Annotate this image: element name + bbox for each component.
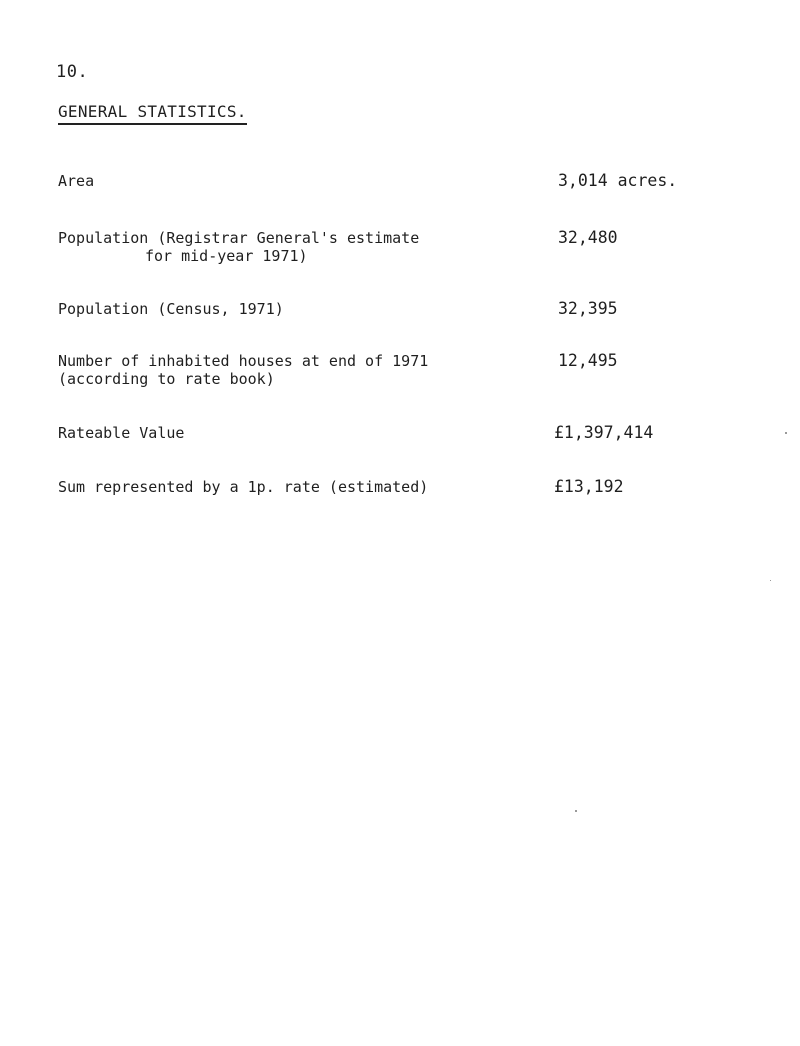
stat-label-line1: Sum represented by a 1p. rate (estimated) [58,478,429,496]
stat-label-line2: for mid-year 1971) [145,247,308,265]
stat-label-line2: (according to rate book) [58,370,275,388]
section-heading: GENERAL STATISTICS. [58,102,247,125]
stat-value: 12,495 [558,351,618,370]
stat-label-line1: Number of inhabited houses at end of 1971 [58,352,429,370]
stat-label [58,478,428,496]
stat-value: £13,192 [554,477,624,496]
stat-label-line1: Area [58,172,95,190]
stat-label [58,424,184,442]
stat-value: 32,395 [558,299,618,318]
scan-artifact [770,580,771,581]
stat-label [58,352,428,388]
page-number: 10. [56,62,89,82]
stat-label-line1: Population (Registrar General's estimate [58,229,420,247]
stat-value: 32,480 [558,228,618,247]
stat-value: 3,014 acres. [558,171,678,190]
stat-label [58,300,284,318]
scan-artifact [575,810,577,812]
stat-label [58,172,94,190]
stat-label [58,229,419,265]
scan-artifact [785,432,787,434]
stat-label-line1: Population (Census, 1971) [58,300,284,318]
stat-label-line1: Rateable Value [58,424,185,442]
stat-value: £1,397,414 [554,423,654,442]
